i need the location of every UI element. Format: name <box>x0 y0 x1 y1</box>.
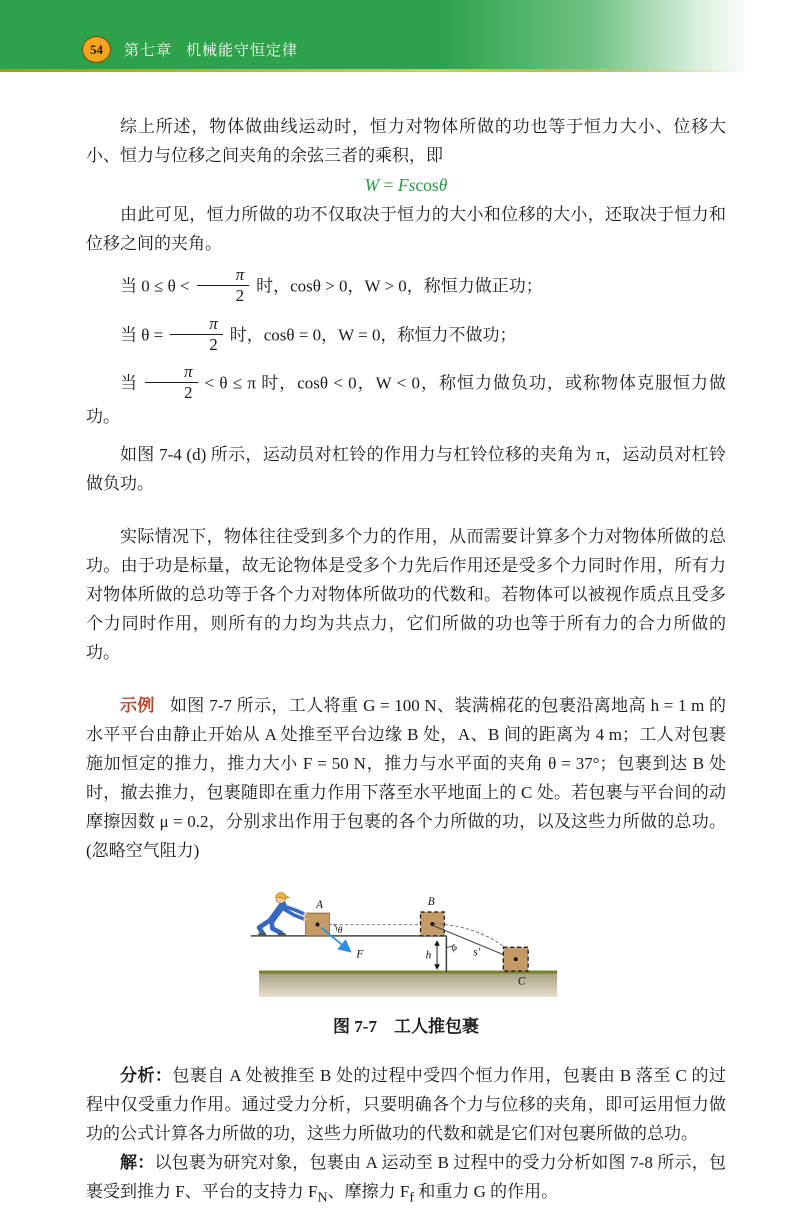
case-positive-work <box>86 265 726 307</box>
case-negative-pre: 当 <box>120 373 139 393</box>
analysis-label: 分析： <box>120 1066 173 1086</box>
fraction-numerator: π <box>145 363 198 383</box>
label-theta: θ <box>337 924 343 936</box>
label-phi: φ <box>451 942 457 954</box>
solution-text-1: 以包裹为研究对象，包裹由 A 运动至 B 过程中的受力分析如图 7-8 所示，包裹受到推力 F、平台的支持力 F <box>86 1153 726 1202</box>
header-divider <box>0 69 800 72</box>
formula-f: F <box>397 175 409 195</box>
fraction-pi-over-2 <box>170 315 223 354</box>
figure-7-7 <box>86 881 726 1037</box>
force-arrow <box>321 928 350 952</box>
paragraph-figure74: 如图 7-4 (d) 所示，运动员对杠铃的作用力与杠铃位移的夹角为 π，运动员对杠铃做负功。 <box>86 445 726 494</box>
solution-paragraph <box>86 1148 726 1212</box>
analysis-paragraph <box>86 1061 726 1148</box>
formula-theta: θ <box>438 175 448 195</box>
case-zero-post: 时，cosθ = 0，W = 0，称恒力不做功； <box>229 324 517 344</box>
fraction-numerator: π <box>197 266 250 286</box>
label-c: C <box>517 975 526 988</box>
case-zero-work <box>86 313 726 356</box>
page-number-badge: 54 <box>82 36 111 63</box>
fraction-pi-over-2 <box>145 363 198 402</box>
case-positive-post: 时，cosθ > 0，W > 0，称恒力做正功； <box>256 276 543 296</box>
fraction-denominator: 2 <box>235 285 245 305</box>
chapter-title <box>124 39 298 60</box>
fraction-pi-over-2 <box>197 266 250 305</box>
subscript-n: N <box>317 1189 328 1206</box>
label-s-prime: s′ <box>473 946 481 959</box>
formula-work <box>86 175 726 196</box>
ground <box>259 972 557 997</box>
case-positive-pre: 当 0 ≤ θ < <box>120 276 190 296</box>
chapter-header <box>0 0 800 72</box>
example-paragraph <box>86 691 726 865</box>
chapter-header-inner <box>82 36 298 63</box>
case-zero-pre: 当 θ = <box>120 324 164 344</box>
formula-cos: cos <box>415 175 439 195</box>
analysis-text: 包裹自 A 处被推至 B 处的过程中受四个恒力作用，包裹由 B 落至 C 的过程中仅受重力作用。通过受力分析，只要明确各个力与位移的夹角，即可运用恒力做功的公式计算各力所做的功，这些力所做功的代数和就是它们对包裹所做的总功。 <box>86 1066 727 1144</box>
theta-angle-arc <box>334 925 337 931</box>
label-h: h <box>425 949 432 962</box>
chapter-name: 机械能守恒定律 <box>186 42 299 59</box>
formula-equals: = <box>379 175 398 195</box>
solution-text-3: 和重力 G 的作用。 <box>414 1182 559 1202</box>
label-b: B <box>427 895 435 908</box>
box-c <box>503 947 528 971</box>
figure-caption: 图 7-7 工人推包裹 <box>333 1017 479 1037</box>
subscript-f: f <box>409 1189 415 1206</box>
fraction-denominator: 2 <box>184 383 193 403</box>
chapter-number: 第七章 <box>124 42 173 59</box>
fraction-denominator: 2 <box>209 334 218 354</box>
example-label: 示例 <box>120 696 155 716</box>
worker-figure <box>258 893 307 937</box>
solution-label: 解： <box>120 1153 155 1173</box>
label-a: A <box>315 898 323 911</box>
fraction-numerator: π <box>170 315 223 335</box>
paragraph-summary: 综上所述，物体做曲线运动时，恒力对物体所做的功也等于恒力大小、位移大小、恒力与位移之间夹角的余弦三者的乘积，即 <box>86 117 726 165</box>
case-negative-post: < θ ≤ π 时，cosθ < 0，W < 0，称恒力做负功，或称物体克服恒力做功。 <box>86 373 726 427</box>
case-negative-work <box>86 362 726 430</box>
formula-s: s <box>408 175 416 195</box>
label-f: F <box>356 948 364 961</box>
platform <box>251 936 447 972</box>
paragraph-total-work: 实际情况下，物体往往受到多个力的作用，从而需要计算多个力对物体所做的总功。由于功是标量，故无论物体是受多个力先后作用还是受多个力同时作用，所有力对物体所做的总功等于各个力对物体所做功的代数和。若物体可以被视作质点且受多个力同时作用，则所有的力均为共点力，它们所做的功也等于所有力的合力所做的功。 <box>86 527 726 663</box>
paragraph-dependence: 由此可见，恒力所做的功不仅取决于恒力的大小和位移的大小，还取决于恒力和位移之间的夹角。 <box>86 205 726 253</box>
page-content <box>0 72 800 1212</box>
example-text: 如图 7-7 所示，工人将重 G = 100 N、装满棉花的包裹沿离地高 h = 1 m 的水平平台由静止开始从 A 处推至平台边缘 B 处，A、B 间的距离为 4 m；工人对包裹施加恒定的推力，推力大小 F = 50 N，推力与水平面的夹角 θ = 37°；包裹到达 B 处时，撤去推力，包裹随即在重力作用下落至水平地面上的 C 处。若包裹与平台间的动摩擦因数 μ = 0.2，分别求出作用于包裹的各个力所做的功，以及这些力所做的总功。(忽略空气阻力) <box>86 696 726 861</box>
formula-w: W <box>364 175 380 195</box>
solution-text-2: 、摩擦力 F <box>327 1182 410 1202</box>
worker-push-figure <box>250 881 562 999</box>
